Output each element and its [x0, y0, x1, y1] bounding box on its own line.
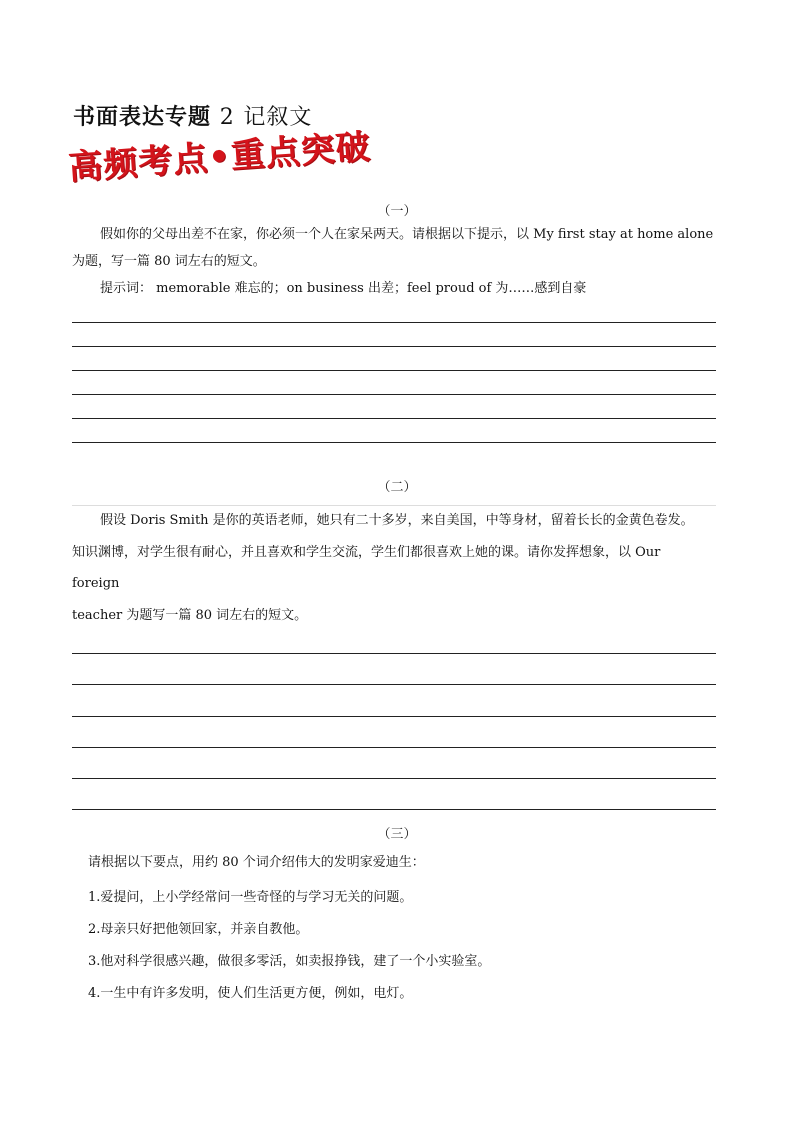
writing-line[interactable]	[72, 346, 716, 347]
section1-prompt-line1: 假如你的父母出差不在家，你必须一个人在家呆两天。请根据以下提示，以 My first stay at home alone	[100, 227, 714, 242]
writing-line[interactable]	[72, 322, 716, 323]
banner-text: 高频考点•重点突破	[67, 126, 372, 189]
writing-line[interactable]	[72, 747, 716, 748]
writing-line[interactable]	[72, 394, 716, 395]
section2-heading: （二）	[377, 480, 417, 495]
list-item: 2.母亲只好把他领回家，并亲自教他。	[88, 922, 309, 937]
section2-prompt-line2: 知识渊博，对学生很有耐心，并且喜欢和学生交流，学生们都很喜欢上她的课。请你发挥想象，以 Our	[72, 545, 661, 560]
title-sub: 记叙文	[243, 105, 313, 130]
section3-heading: （三）	[377, 827, 417, 842]
section-divider	[72, 505, 716, 506]
section2-prompt-line1: 假设 Doris Smith 是你的英语老师，她只有二十多岁，来自美国，中等身材，留着长长的金黄色卷发。	[100, 513, 694, 528]
section1-prompt-line2: 为题，写一篇 80 词左右的短文。	[72, 254, 266, 269]
writing-line[interactable]	[72, 370, 716, 371]
writing-line[interactable]	[72, 684, 716, 685]
section1-heading: （一）	[377, 204, 417, 219]
writing-line[interactable]	[72, 809, 716, 810]
writing-line[interactable]	[72, 653, 716, 654]
section1-hint: 提示词： memorable 难忘的；on business 出差；feel proud of 为……感到自豪	[100, 281, 587, 296]
section2-prompt-line4: teacher 为题写一篇 80 词左右的短文。	[72, 608, 308, 623]
title-main: 书面表达专题	[73, 104, 212, 130]
section3-intro: 请根据以下要点，用约 80 个词介绍伟大的发明家爱迪生：	[88, 855, 425, 870]
list-item: 1.爱提问，上小学经常问一些奇怪的与学习无关的问题。	[88, 890, 413, 905]
title-number: 2	[219, 105, 235, 130]
writing-line[interactable]	[72, 778, 716, 779]
section2-prompt-line3: foreign	[72, 576, 120, 591]
list-item: 4.一生中有许多发明，使人们生活更方便，例如，电灯。	[88, 986, 413, 1001]
writing-line[interactable]	[72, 442, 716, 443]
writing-line[interactable]	[72, 418, 716, 419]
list-item: 3.他对科学很感兴趣，做很多零活，如卖报挣钱，建了一个小实验室。	[88, 954, 491, 969]
writing-line[interactable]	[72, 716, 716, 717]
